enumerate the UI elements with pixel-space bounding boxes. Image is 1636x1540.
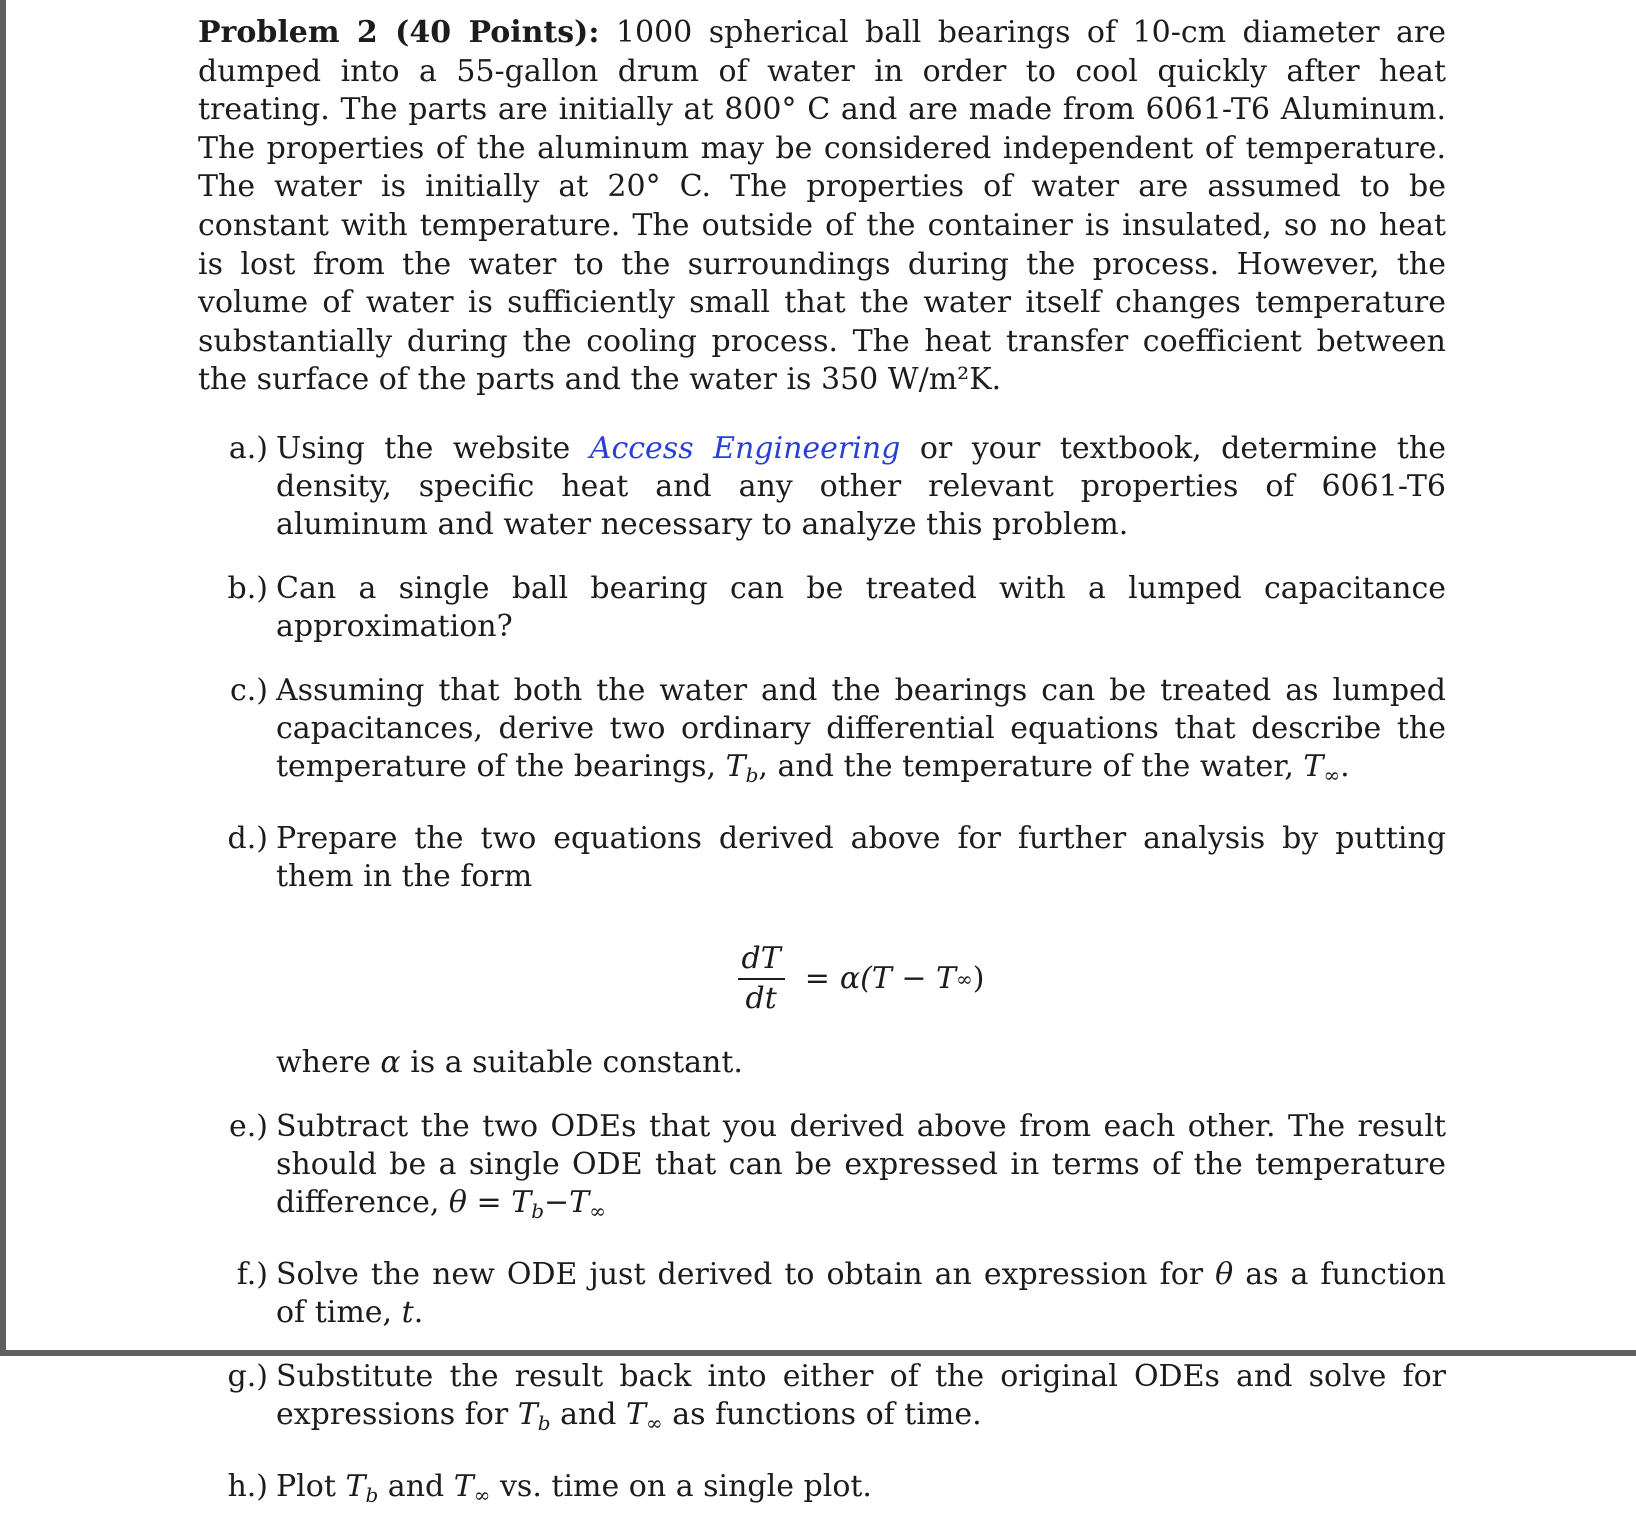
- part-a-text-after: or your textbook, determine the density, specific heat and any other relevant properties of 6061-T6 aluminum and water necessary to analyze this problem.: [276, 430, 1446, 542]
- part-c-text-before: Assuming that both the water and the bearings can be treated as lumped capacitances, derive two ordinary differential equations that describe the temperature of the bearings,: [276, 672, 1446, 784]
- problem-intro: [198, 14, 1446, 400]
- part-h-text-end: vs. time on a single plot.: [490, 1468, 872, 1504]
- equation-subscript-inf: ∞: [956, 966, 973, 991]
- part-c-text-end: .: [1340, 748, 1350, 784]
- part-d: [198, 820, 1446, 1082]
- theta-symbol: θ: [448, 1184, 467, 1220]
- subscript-b: b: [745, 762, 759, 787]
- part-f-marker: f.): [236, 1256, 268, 1292]
- subscript-b: b: [537, 1410, 551, 1435]
- part-b: [198, 570, 1446, 646]
- part-f-text-end: .: [413, 1294, 424, 1330]
- problem-heading: Problem 2 (40 Points):: [198, 15, 600, 50]
- part-c-marker: c.): [229, 672, 268, 708]
- where-after: is a suitable constant.: [400, 1044, 743, 1080]
- part-b-text: Can a single ball bearing can be treated with a lumped capacitance approximation?: [276, 570, 1446, 644]
- time-symbol: t: [401, 1294, 414, 1330]
- where-before: where: [276, 1044, 381, 1080]
- part-g-marker: g.): [227, 1358, 268, 1394]
- equals-sign: =: [804, 960, 830, 996]
- part-g-text-mid: and: [550, 1396, 627, 1432]
- subscript-b: b: [365, 1482, 379, 1507]
- equation-rhs: α(T − T: [839, 960, 957, 996]
- symbol-T-inf: T: [626, 1396, 647, 1432]
- fraction-numerator: dT: [738, 940, 785, 980]
- problem-parts: [198, 430, 1446, 1514]
- fraction-denominator: dt: [745, 980, 777, 1016]
- part-e-text: Subtract the two ODEs that you derived above from each other. The result should be a single ODE that can be expressed in terms of the temperature difference,: [276, 1108, 1446, 1220]
- symbol-T-inf: T: [569, 1184, 590, 1220]
- ode-form-equation: [276, 940, 1446, 1018]
- symbol-T-b: T: [511, 1184, 532, 1220]
- part-a-text-before: Using the website: [276, 430, 590, 466]
- part-d-text: Prepare the two equations derived above for further analysis by putting them in the form: [276, 820, 1446, 894]
- part-g: [198, 1358, 1446, 1442]
- part-d-marker: d.): [227, 820, 268, 856]
- subscript-inf: ∞: [646, 1410, 663, 1435]
- part-h: [198, 1468, 1446, 1514]
- equation-close-paren: ): [972, 960, 985, 996]
- part-h-marker: h.): [227, 1468, 268, 1504]
- left-border: [0, 0, 6, 1356]
- symbol-T-b: T: [345, 1468, 366, 1504]
- symbol-T-inf: T: [453, 1468, 474, 1504]
- subscript-inf: ∞: [589, 1198, 606, 1223]
- derivative-fraction: [738, 940, 785, 1018]
- part-c-text-mid: , and the temperature of the water,: [758, 748, 1304, 784]
- part-g-text-end: as functions of time.: [662, 1396, 982, 1432]
- part-f: [198, 1256, 1446, 1332]
- symbol-T-b: T: [725, 748, 746, 784]
- theta-equals: =: [466, 1184, 512, 1220]
- part-h-text-mid: and: [378, 1468, 454, 1504]
- part-e-marker: e.): [229, 1108, 268, 1144]
- part-h-text-before: Plot: [276, 1468, 346, 1504]
- part-f-text-before: Solve the new ODE just derived to obtain an expression for: [276, 1256, 1216, 1292]
- subscript-inf: ∞: [473, 1482, 491, 1507]
- access-engineering-link[interactable]: Access Engineering: [589, 430, 901, 466]
- part-b-marker: b.): [227, 570, 268, 606]
- part-g-text-before: Substitute the result back into either of the original ODEs and solve for expressions for: [276, 1358, 1446, 1432]
- part-a-marker: a.): [228, 430, 268, 466]
- part-e: [198, 1108, 1446, 1230]
- where-statement: [276, 1044, 1446, 1082]
- alpha-symbol: α: [380, 1044, 401, 1080]
- problem-page: [198, 14, 1446, 1540]
- subscript-b: b: [531, 1198, 545, 1223]
- minus-sign: −: [544, 1184, 570, 1220]
- symbol-T-inf: T: [1303, 748, 1324, 784]
- symbol-T-b: T: [517, 1396, 538, 1432]
- theta-symbol: θ: [1215, 1256, 1234, 1292]
- subscript-inf: ∞: [1323, 762, 1341, 787]
- part-a: [198, 430, 1446, 544]
- problem-intro-text: 1000 spherical ball bearings of 10-cm diameter are dumped into a 55-gallon drum of water in order to cool quickly after heat treating. The parts are initially at 800° C and are made from 6061-T6 Aluminum. The properties of the aluminum may be considered independent of temperature. The water is initially at 20° C. The properties of water are assumed to be constant with temperature. The outside of the container is insulated, so no heat is lost from the water to the surroundings during the process. However, the volume of water is sufficiently small that the water itself changes temperature substantially during the cooling process. The heat transfer coefficient between the surface of the parts and the water is 350 W/m²K.: [198, 15, 1446, 398]
- part-c: [198, 672, 1446, 794]
- part-f-text-mid: as a function of time,: [276, 1256, 1446, 1330]
